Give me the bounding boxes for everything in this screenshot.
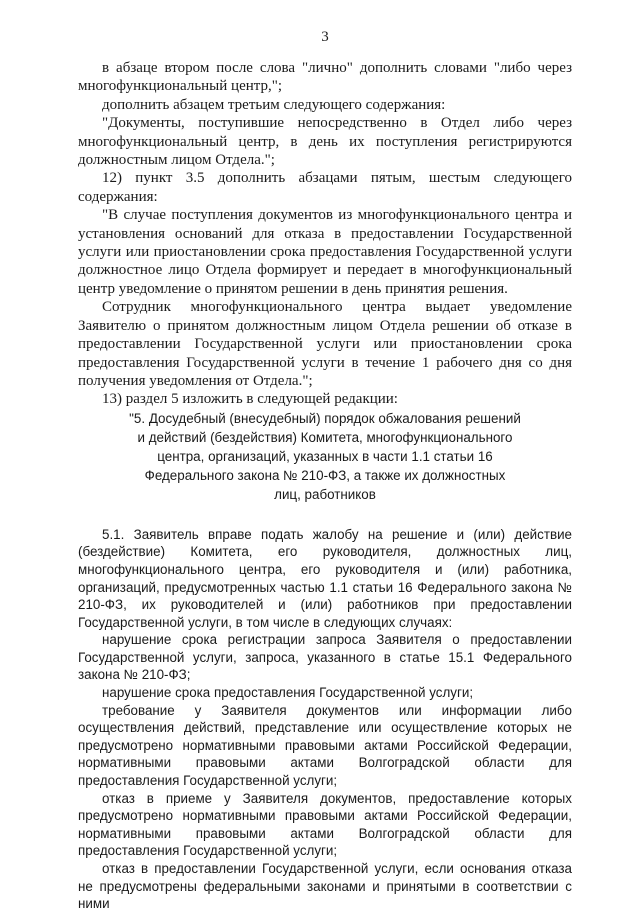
paragraph-mfc-employee: Сотрудник многофункционального центра выдает уведомление Заявителю о принятом должностным лицом Отдела решении об отказе в предоставлении Государственной услуги или приостановлении срока предоставления Государственной услуги в течение 1 рабочего дня со дня получения уведомления от Отдела."; [78,299,572,389]
paragraph-quoted-refusal: "В случае поступления документов из многофункционального центра и установления оснований для отказа в предоставлении Государственной услуги или приостановлении срока предоставления Государственной услуги должностное лицо Отдела формирует и передает в многофункциональный центр уведомление о принятом решении в день принятия решения. [78,207,572,297]
heading-line: лиц, работников [274,486,376,502]
heading-line: и действий (бездействия) Комитета, многофункционального [137,429,513,445]
page-number: 3 [321,29,329,45]
paragraph-5-1: 5.1. Заявитель вправе подать жалобу на решение и (или) действие (бездействие) Комитета, его руководителя, должностных лиц, многофункционального центра, его руководителя и (или) работника, организаций, предусмотренных частью 1.1 статьи 16 Федерального закона № 210-ФЗ, их руководителей и (или) работников при предоставлении Государственной услуги, в том числе в следующих случаях: [78,526,572,630]
paragraph-add-third-para: дополнить абзацем третьим следующего содержания: [102,96,446,113]
paragraph-item-12: 12) пункт 3.5 дополнить абзацами пятым, шестым следующего содержания: [78,170,572,205]
heading-line: "5. Досудебный (внесудебный) порядок обжалования решений [129,410,521,426]
list-item-documents-demand: требование у Заявителя документов или информации либо осуществления действий, представление или осуществление которых не предусмотрено нормативными правовыми актами Российской Федерации, нормативными правовыми актами Волгоградской области для предоставления Государственной услуги; [78,702,572,789]
section-5-heading [78,409,572,504]
paragraph-item-13: 13) раздел 5 изложить в следующей редакции: [102,391,398,408]
list-item-reception-refusal: отказ в приеме у Заявителя документов, предоставление которых предусмотрено нормативными правовыми актами Российской Федерации, нормативными правовыми актами Волгоградской области для предоставления Государственной услуги; [78,790,572,859]
paragraph-mfc-addition: в абзаце втором после слова "лично" дополнить словами "либо через многофункциональный центр,"; [78,60,572,95]
document-page [78,28,572,913]
list-item-registration-violation: нарушение срока регистрации запроса Заявителя о предоставлении Государственной услуги, запроса, указанного в статье 15.1 Федерального закона № 210-ФЗ; [78,632,572,683]
list-item-service-refusal: отказ в предоставлении Государственной услуги, если основания отказа не предусмотрены федеральными законами и принятыми в соответствии с ними [78,861,572,912]
list-item-deadline-violation: нарушение срока предоставления Государственной услуги; [102,685,474,701]
heading-line: Федерального закона № 210-ФЗ, а также их должностных [144,467,506,483]
heading-line: центра, организаций, указанных в части 1.1 статьи 16 [157,448,493,464]
paragraph-quoted-documents: "Документы, поступившие непосредственно в Отдел либо через многофункциональный центр, в день их поступления регистрируются должностным лицом Отдела."; [78,115,572,169]
